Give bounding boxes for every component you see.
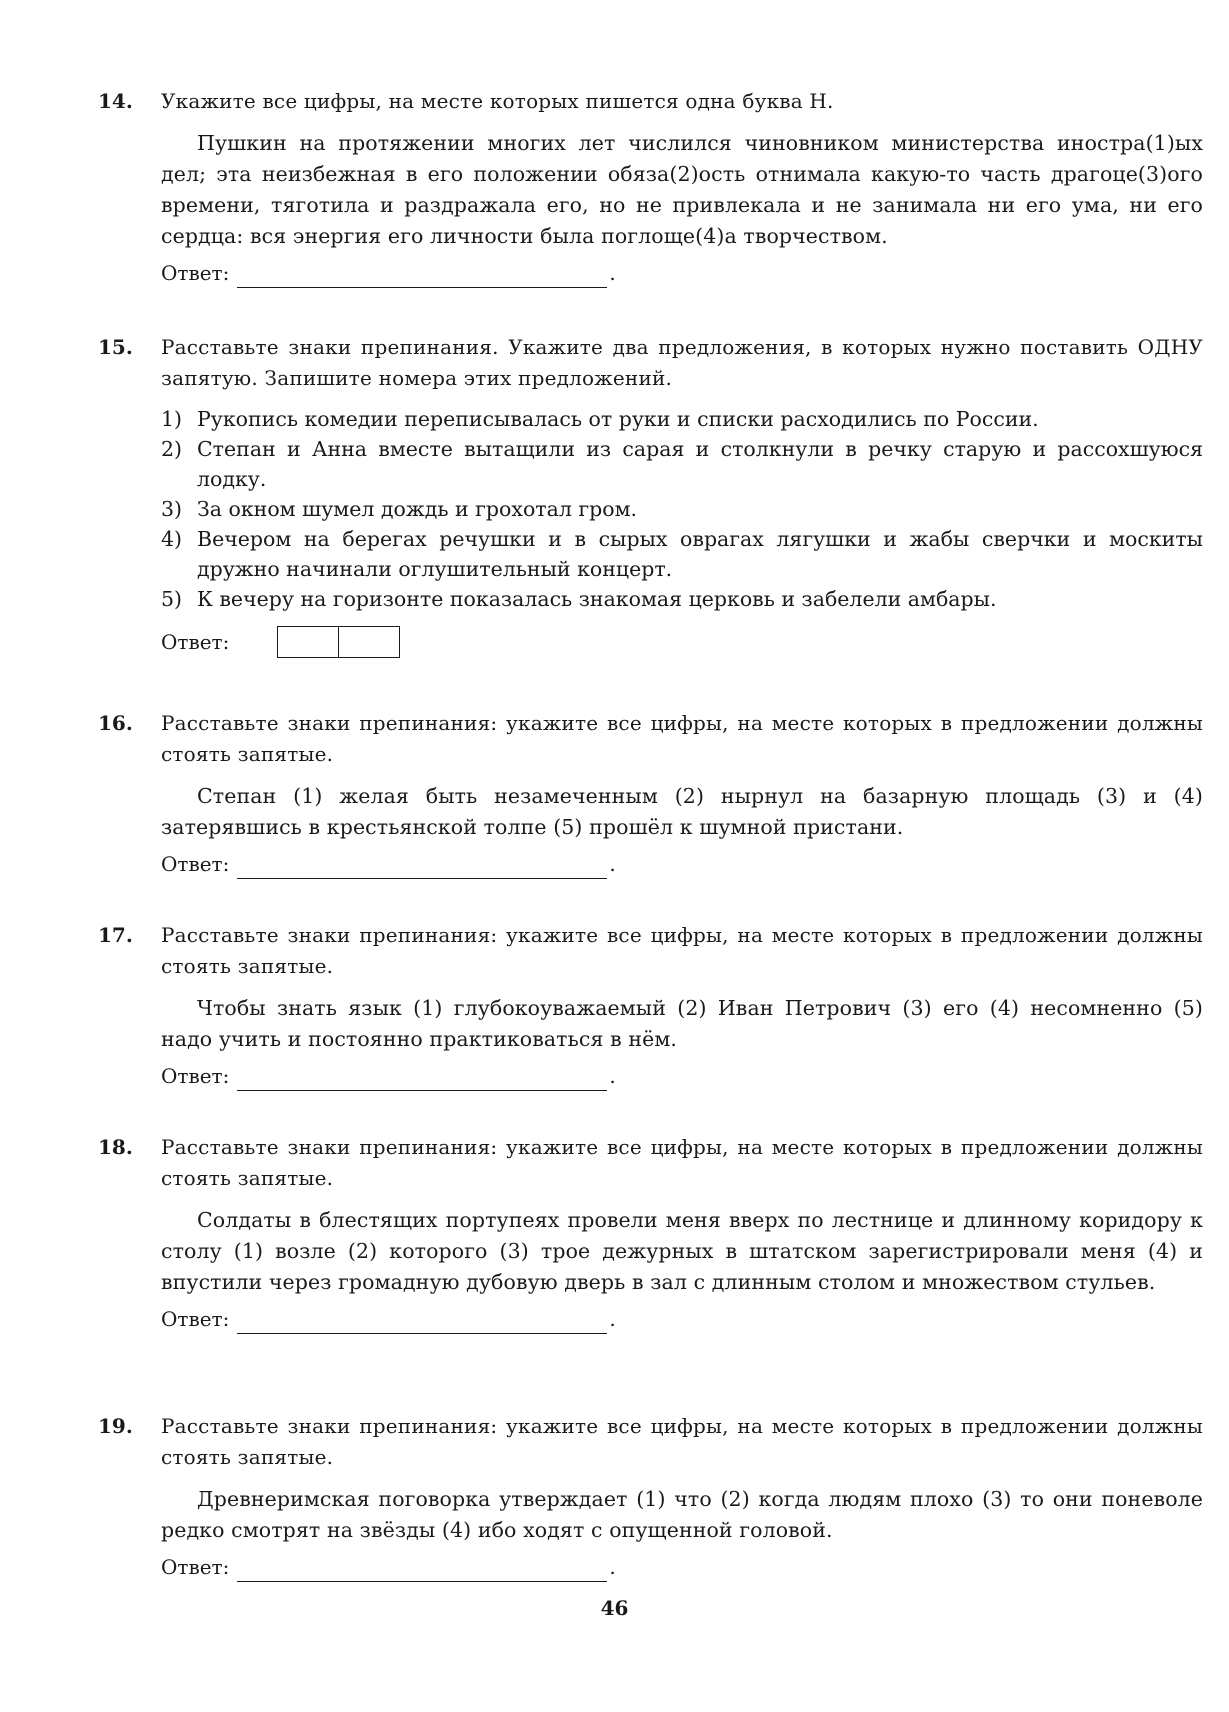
answer-cells [277, 626, 400, 658]
task-text: Степан (1) желая быть незамеченным (2) нырнул на базарную площадь (3) и (4) затерявшись в крестьянской толпе (5) прошёл к шумной пристани. [161, 784, 1203, 839]
option-text: Степан и Анна вместе вытащили из сарая и столкнули в речку старую и рассохшуюся лодку. [197, 437, 1203, 491]
task-instruction: Расставьте знаки препинания: укажите все цифры, на месте которых в предложении должны стоять запятые. [161, 1135, 1203, 1190]
task-number: 16. [98, 711, 133, 735]
task-18 [98, 1132, 1203, 1334]
task-instruction: Расставьте знаки препинания: укажите все цифры, на месте которых в предложении должны стоять запятые. [161, 1414, 1203, 1469]
answer-cell[interactable] [278, 627, 338, 657]
task-16 [98, 708, 1203, 879]
answer-label: Ответ: [161, 1064, 230, 1088]
options-list [161, 404, 1203, 614]
list-item [161, 434, 1203, 494]
task-instruction: Расставьте знаки препинания. Укажите два предложения, в которых нужно поставить ОДНУ запятую. Запишите номера этих предложений. [161, 335, 1203, 390]
task-text: Солдаты в блестящих портупеях провели меня вверх по лестнице и длинному коридору к столу (1) возле (2) которого (3) трое дежурных в штатском зарегистрировали меня (4) и впустили через громадную дубовую дверь в зал с длинным столом и множеством стульев. [161, 1208, 1203, 1294]
option-number: 3) [161, 497, 183, 521]
option-number: 2) [161, 437, 183, 461]
answer-row [161, 849, 1203, 879]
task-15 [98, 332, 1203, 658]
answer-dot: . [609, 1555, 616, 1579]
answer-field[interactable] [237, 856, 607, 879]
task-17 [98, 920, 1203, 1091]
answer-label: Ответ: [161, 261, 230, 285]
task-instruction: Расставьте знаки препинания: укажите все цифры, на месте которых в предложении должны стоять запятые. [161, 923, 1203, 978]
page-number: 46 [600, 1596, 629, 1620]
task-14 [98, 86, 1203, 288]
answer-field[interactable] [237, 265, 607, 288]
option-number: 5) [161, 587, 183, 611]
list-item [161, 524, 1203, 584]
task-instruction: Расставьте знаки препинания: укажите все цифры, на месте которых в предложении должны стоять запятые. [161, 711, 1203, 766]
answer-label: Ответ: [161, 1555, 230, 1579]
answer-row [161, 626, 1203, 658]
answer-label: Ответ: [161, 630, 230, 654]
task-number: 14. [98, 89, 133, 113]
answer-label: Ответ: [161, 1307, 230, 1331]
list-item [161, 404, 1203, 434]
task-number: 19. [98, 1414, 133, 1438]
task-text: Пушкин на протяжении многих лет числился чиновником министерства иностра(1)ых дел; эта неизбежная в его положении обяза(2)ость отнимала какую-то часть драгоце(3)ого времени, тяготила и раздражала его, но не привлекала и не занимала ни его ума, ни его сердца: вся энергия его личности была поглоще(4)а творчеством. [161, 131, 1203, 248]
answer-dot: . [609, 261, 616, 285]
answer-label: Ответ: [161, 852, 230, 876]
answer-field[interactable] [237, 1311, 607, 1334]
option-number: 1) [161, 407, 183, 431]
answer-row [161, 1552, 1203, 1582]
option-number: 4) [161, 527, 183, 551]
answer-row [161, 1061, 1203, 1091]
answer-field[interactable] [237, 1068, 607, 1091]
task-19 [98, 1411, 1203, 1582]
answer-row [161, 1304, 1203, 1334]
list-item [161, 584, 1203, 614]
task-number: 15. [98, 335, 133, 359]
answer-cell[interactable] [338, 627, 399, 657]
answer-dot: . [609, 1307, 616, 1331]
task-number: 18. [98, 1135, 133, 1159]
task-number: 17. [98, 923, 133, 947]
task-text: Древнеримская поговорка утверждает (1) что (2) когда людям плохо (3) то они поневоле редко смотрят на звёзды (4) ибо ходят с опущенной головой. [161, 1487, 1203, 1542]
option-text: Вечером на берегах речушки и в сырых оврагах лягушки и жабы сверчки и москиты дружно начинали оглушительный концерт. [197, 527, 1203, 581]
task-instruction: Укажите все цифры, на месте которых пишется одна буква Н. [161, 89, 834, 113]
option-text: К вечеру на горизонте показалась знакомая церковь и забелели амбары. [197, 587, 997, 611]
option-text: За окном шумел дождь и грохотал гром. [197, 497, 638, 521]
task-text: Чтобы знать язык (1) глубокоуважаемый (2) Иван Петрович (3) его (4) несомненно (5) надо учить и постоянно практиковаться в нём. [161, 996, 1203, 1051]
answer-dot: . [609, 852, 616, 876]
answer-field[interactable] [237, 1559, 607, 1582]
list-item [161, 494, 1203, 524]
option-text: Рукопись комедии переписывалась от руки и списки расходились по России. [197, 407, 1039, 431]
answer-dot: . [609, 1064, 616, 1088]
answer-row [161, 258, 1203, 288]
